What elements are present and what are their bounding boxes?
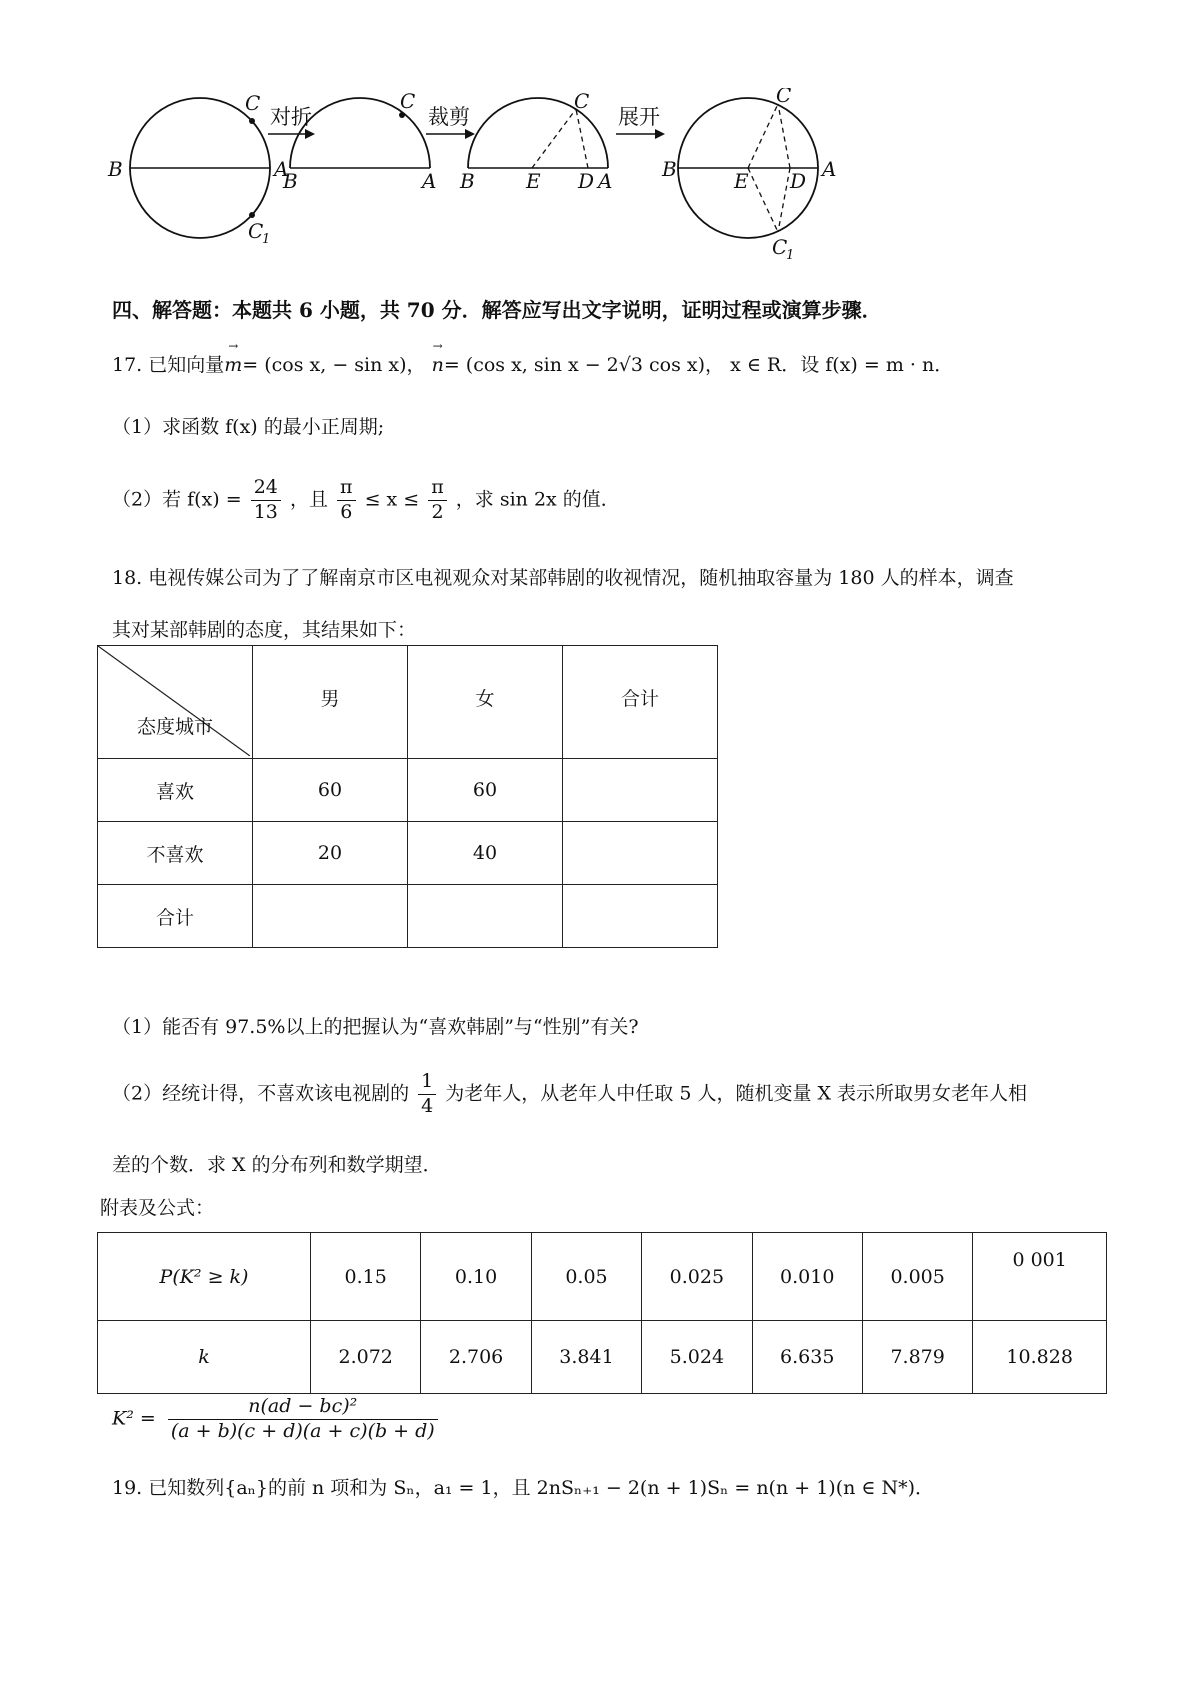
label-c-2: C [400, 89, 416, 113]
dash-ec1-4 [748, 168, 778, 232]
label-c1-sub-1: 1 [262, 232, 271, 247]
k-cell: 6.635 [752, 1321, 862, 1394]
label-b-3: B [460, 169, 475, 193]
k-cell: 7.879 [862, 1321, 972, 1394]
q17-line [112, 350, 953, 377]
q17-p2-pre: （2）若 f(x) = [112, 488, 242, 511]
frac-den: 2 [431, 500, 444, 523]
label-a-1: A [274, 157, 289, 181]
label-a-4: A [822, 157, 837, 181]
table-row [98, 1321, 1107, 1394]
cell: 20 [253, 822, 408, 885]
q17-m-def: = (cos x, − sin x)， [242, 354, 426, 376]
p-cell: 0.010 [752, 1233, 862, 1321]
k-cell: 5.024 [642, 1321, 752, 1394]
label-c1-1: C [248, 219, 264, 243]
dash-ec-4 [748, 104, 778, 168]
q18-p2-post: 为老年人，从老年人中任取 5 人，随机变量 X 表示所取男女老年人相 [445, 1082, 1028, 1105]
formula-fraction [168, 1395, 438, 1444]
q18-part1: （1）能否有 97.5%以上的把握认为“喜欢韩剧”与“性别”有关? [112, 1016, 639, 1038]
label-b-2: B [283, 169, 298, 193]
vector-m: → m [224, 354, 242, 376]
k-table-p-label: P(K² ≥ k) [98, 1233, 311, 1321]
q18-line2: 其对某部韩剧的态度，其结果如下： [112, 619, 417, 641]
label-b-1: B [108, 157, 123, 181]
q18-part2 [112, 1070, 1027, 1119]
p-cell: 0.025 [642, 1233, 752, 1321]
row-label: 合计 [98, 885, 253, 948]
corner-diagonal [98, 646, 250, 756]
dash-dc1-4 [778, 168, 790, 232]
folding-figure [100, 88, 960, 268]
chi-square-formula [112, 1395, 441, 1444]
arrow-label-fold: 对折 [270, 105, 312, 129]
label-c-4: C [776, 88, 792, 107]
label-a-3: A [598, 169, 613, 193]
arrow-1-head [305, 129, 315, 139]
appendix-label: 附表及公式： [100, 1197, 215, 1219]
label-b-4: B [662, 157, 677, 181]
q17-p2-x: ≤ x ≤ [364, 488, 420, 511]
frac-num: 1 [418, 1070, 436, 1095]
attitude-table [97, 645, 718, 948]
q17-n-def: = (cos x, sin x − 2√3 cos x)， [443, 354, 725, 376]
fraction-pi-2 [428, 476, 447, 525]
k-table [97, 1232, 1107, 1394]
q19-line: 19. 已知数列{aₙ}的前 n 项和为 Sₙ，a₁ = 1，且 2nSₙ₊₁ − 2(n + 1)Sₙ = n(n + 1)(n ∈ N*)． [112, 1477, 935, 1499]
arrow-label-unfold: 展开 [618, 105, 660, 129]
formula-lhs: K² = [112, 1407, 156, 1430]
header-male: 男 [253, 646, 408, 759]
label-c1-sub-4: 1 [786, 248, 795, 263]
cell [408, 885, 563, 948]
corner-label: 态度城市 [136, 716, 213, 738]
q18-part2-line2: 差的个数．求 X 的分布列和数学期望． [112, 1154, 442, 1176]
frac-den: 13 [253, 500, 278, 523]
frac-den: 6 [340, 500, 353, 523]
label-e-4: E [734, 169, 749, 193]
formula-num: n(ad − bc)² [168, 1395, 438, 1420]
label-d-4: D [790, 169, 807, 193]
k-cell: 2.072 [311, 1321, 421, 1394]
row-label: 喜欢 [98, 759, 253, 822]
p-cell: 0.10 [421, 1233, 531, 1321]
p-cell: 0 001 [973, 1233, 1107, 1321]
fraction-pi-6 [337, 476, 356, 525]
dash-dc-4 [778, 104, 790, 168]
point-c [249, 118, 255, 124]
vector-n: → n [432, 354, 444, 376]
p-cell: 0.15 [311, 1233, 421, 1321]
fraction-24-13 [251, 476, 281, 525]
frac-den: 4 [421, 1094, 434, 1117]
q17-part1: （1）求函数 f(x) 的最小正周期; [112, 416, 385, 438]
q17-lead: 17. 已知向量 [112, 354, 225, 376]
label-d-3: D [578, 169, 595, 193]
label-a-2: A [422, 169, 437, 193]
cell [563, 822, 718, 885]
frac-num: π [428, 476, 447, 501]
q17-p2-mid: ，且 [289, 488, 328, 511]
frac-num: 24 [251, 476, 281, 501]
label-c-1: C [245, 91, 261, 115]
cell [253, 885, 408, 948]
row-label: 不喜欢 [98, 822, 253, 885]
p-cell: 0.05 [531, 1233, 641, 1321]
arrow-label-cut: 裁剪 [428, 105, 470, 129]
q17-domain: x ∈ R．设 f(x) = m · n． [730, 354, 954, 376]
header-total: 合计 [563, 646, 718, 759]
arrow-2-head [465, 129, 475, 139]
table-row [98, 759, 718, 822]
cell [563, 885, 718, 948]
point-c1 [249, 212, 255, 218]
cell: 60 [408, 759, 563, 822]
cell: 40 [408, 822, 563, 885]
k-cell: 3.841 [531, 1321, 641, 1394]
section-heading: 四、解答题：本题共 6 小题，共 70 分．解答应写出文字说明，证明过程或演算步骤． [112, 298, 882, 322]
k-table-k-label: k [98, 1321, 311, 1394]
table-row [98, 822, 718, 885]
header-female: 女 [408, 646, 563, 759]
p-cell: 0.005 [862, 1233, 972, 1321]
q17-p2-post: ，求 sin 2x 的值． [455, 488, 620, 511]
table-row [98, 885, 718, 948]
table-corner [98, 646, 253, 759]
k-cell: 2.706 [421, 1321, 531, 1394]
frac-num: π [337, 476, 356, 501]
k-cell: 10.828 [973, 1321, 1107, 1394]
q18-line1: 18. 电视传媒公司为了了解南京市区电视观众对某部韩剧的收视情况，随机抽取容量为 180 人的样本，调查 [112, 567, 1014, 589]
q18-p2-pre: （2）经统计得，不喜欢该电视剧的 [112, 1082, 410, 1105]
label-c-3: C [574, 89, 590, 113]
table-row [98, 1233, 1107, 1321]
arrow-3-head [655, 129, 665, 139]
formula-den: (a + b)(c + d)(a + c)(b + d) [170, 1419, 435, 1442]
label-c1-4: C [772, 235, 788, 259]
q17-part2 [112, 476, 620, 525]
dash-ec-3 [532, 109, 576, 168]
cell: 60 [253, 759, 408, 822]
cell [563, 759, 718, 822]
fraction-1-4 [418, 1070, 436, 1119]
label-e-3: E [526, 169, 541, 193]
